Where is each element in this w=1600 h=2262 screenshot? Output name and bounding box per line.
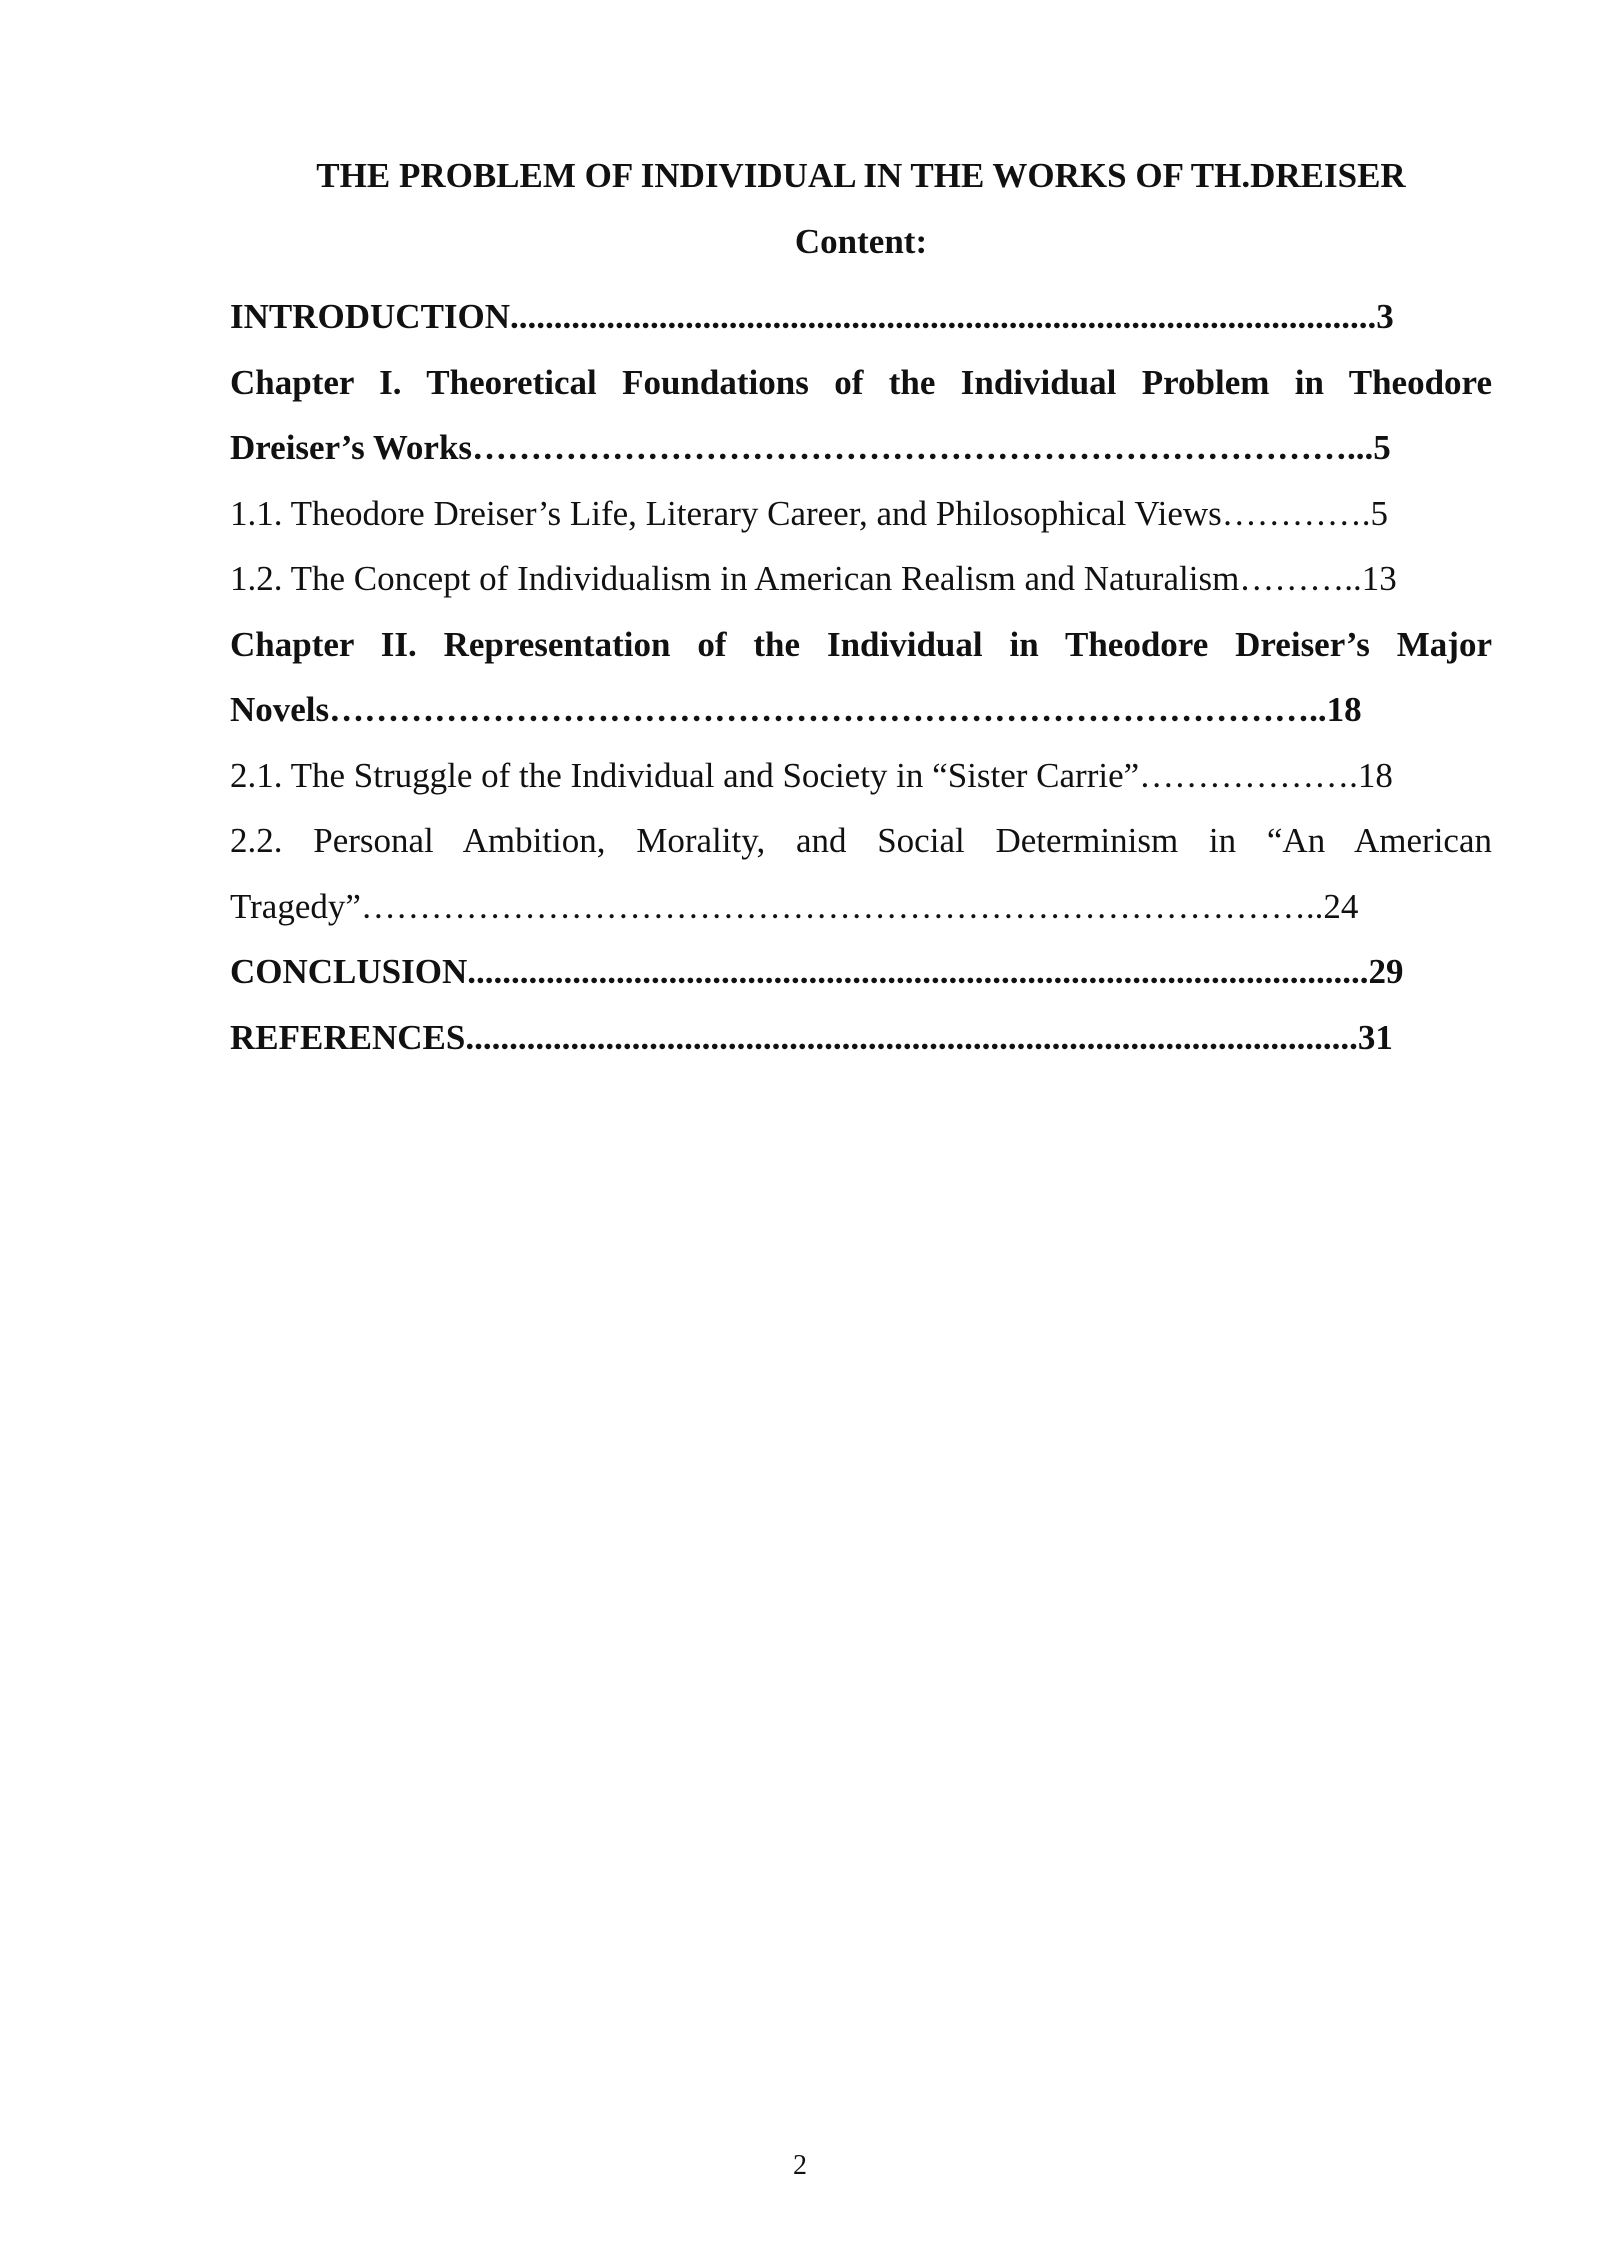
toc-chapter-2-line-2: Novels…………………………………………………………………………..18 bbox=[230, 690, 1362, 729]
toc-chapter-1-line-1: Chapter I. Theoretical Foundations of the Individual Problem in Theodore bbox=[230, 362, 1492, 402]
toc-section-2-1: 2.1. The Struggle of the Individual and Society in “Sister Carrie”……………….18 bbox=[230, 755, 1393, 795]
toc-introduction: INTRODUCTION...................................................................................................3 bbox=[230, 297, 1394, 336]
toc-section-1-1: 1.1. Theodore Dreiser’s Life, Literary Career, and Philosophical Views………….5 bbox=[230, 493, 1389, 533]
toc-section-1-2: 1.2. The Concept of Individualism in American Realism and Naturalism………..13 bbox=[230, 559, 1397, 598]
toc-chapter-1-line-2: Dreiser’s Works…………………………………………………………………...5 bbox=[230, 428, 1391, 467]
toc-conclusion: CONCLUSION.......................................................................................................29 bbox=[230, 952, 1404, 991]
page-number: 2 bbox=[793, 2150, 807, 2181]
toc-section-2-2-line-2: Tragedy”………………………………………………………………………..24 bbox=[230, 886, 1359, 926]
toc-section-2-2-line-1: 2.2. Personal Ambition, Morality, and Social Determinism in “An American bbox=[230, 821, 1492, 860]
table-of-contents bbox=[230, 284, 1492, 1070]
toc-references: REFERENCES......................................................................................................31 bbox=[230, 1017, 1393, 1057]
contents-heading: Content: bbox=[794, 222, 928, 261]
document-title: THE PROBLEM OF INDIVIDUAL IN THE WORKS OF TH.DREISER bbox=[316, 156, 1406, 195]
toc-chapter-2-line-1: Chapter II. Representation of the Individual in Theodore Dreiser’s Major bbox=[230, 624, 1492, 664]
